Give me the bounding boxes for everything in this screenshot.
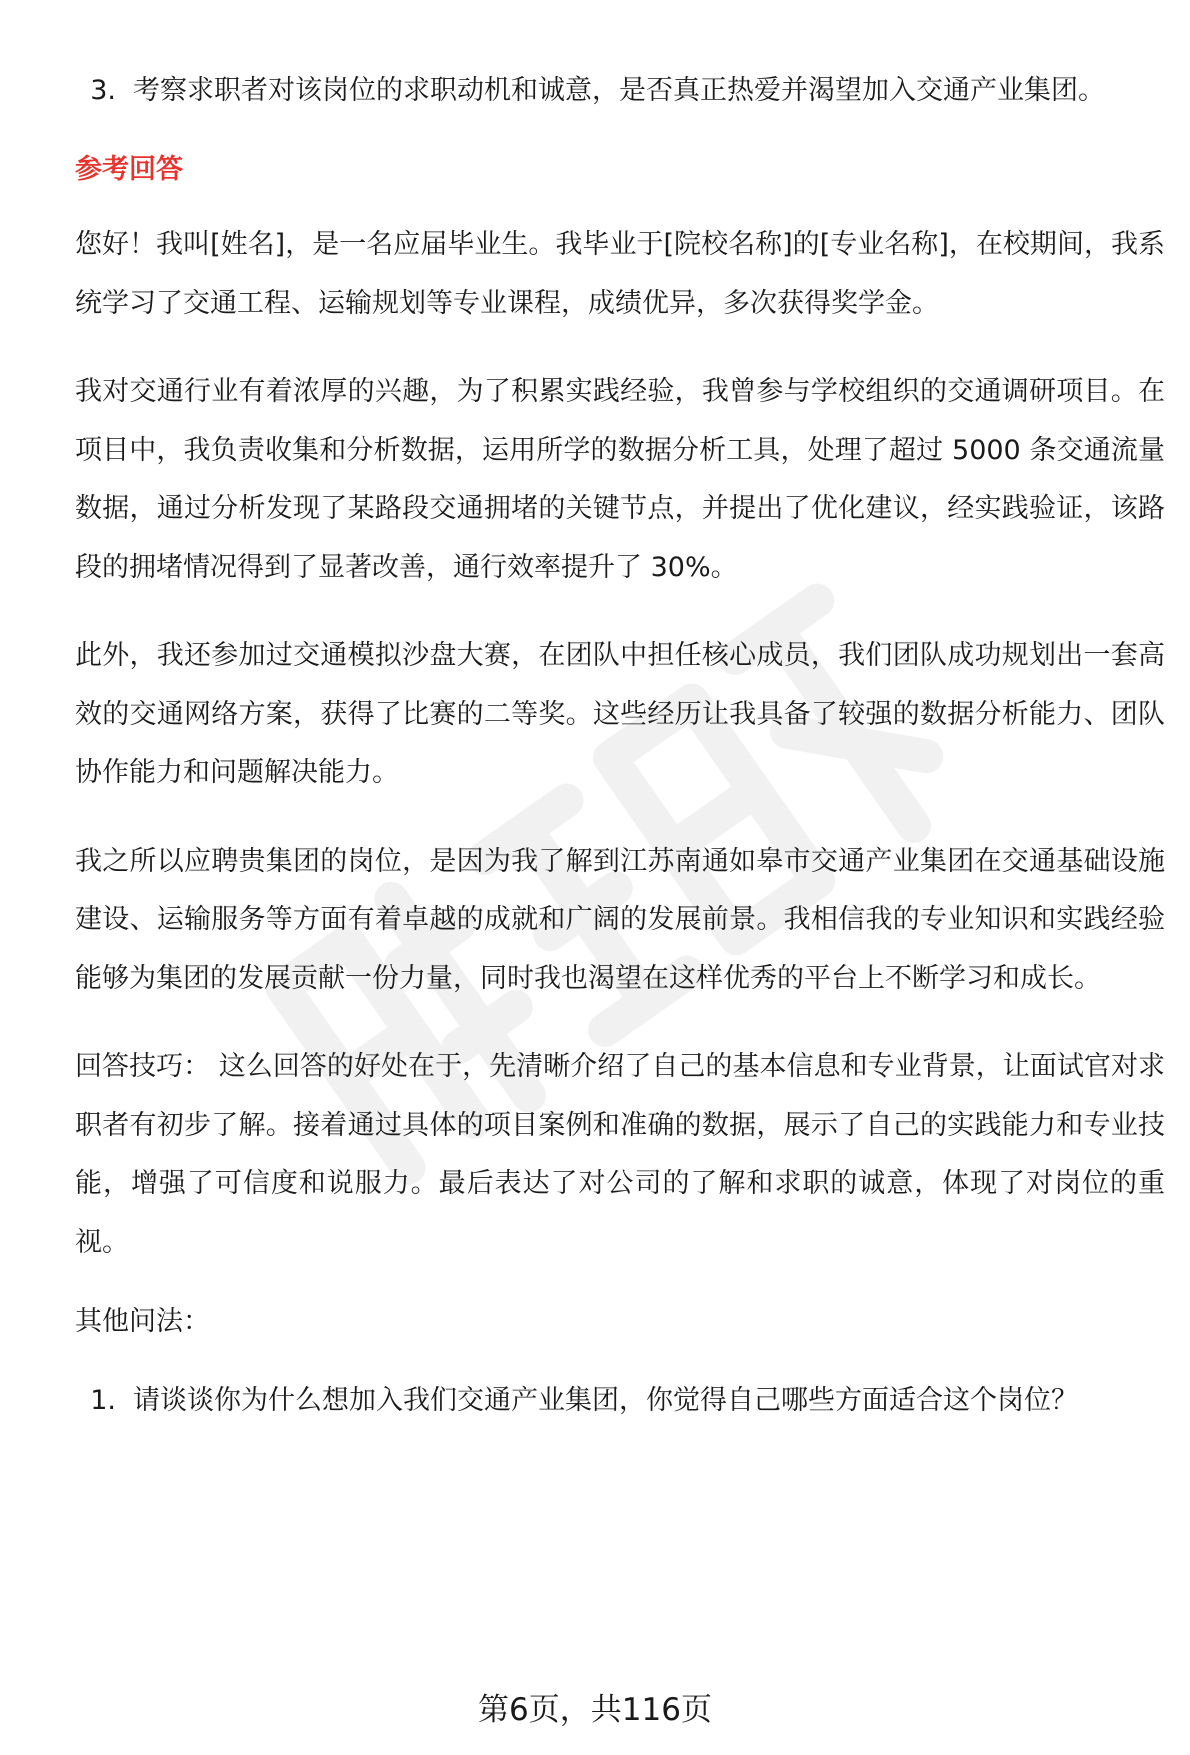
page-number-footer: 第6页，共116页 [478,1692,712,1728]
other-questions-label: 其他问法： [75,1306,210,1337]
answer-paragraph-intro: 您好！我叫[姓名]，是一名应届毕业生。我毕业于[院校名称]的[专业名称]，在校期间，我系统学习了交通工程、运输规划等专业课程，成绩优异，多次获得奖学金。 [75,229,1165,319]
answer-paragraph-competition: 此外，我还参加过交通模拟沙盘大赛，在团队中担任核心成员，我们团队成功规划出一套高效的交通网络方案，获得了比赛的二等奖。这些经历让我具备了较强的数据分析能力、团队协作能力和问题解决能力。 [75,640,1165,788]
answer-paragraph-project: 我对交通行业有着浓厚的兴趣，为了积累实践经验，我曾参与学校组织的交通调研项目。在项目中，我负责收集和分析数据，运用所学的数据分析工具，处理了超过 5000 条交通流量数据，通过分析发现了某路段交通拥堵的关键节点，并提出了优化建议，经实践验证，该路段的拥堵情况得到了显著改善，通行效率提升了 30%。 [75,376,1165,583]
answer-paragraph-motivation: 我之所以应聘贵集团的岗位，是因为我了解到江苏南通如皋市交通产业集团在交通基础设施建设、运输服务等方面有着卓越的成就和广阔的发展前景。我相信我的专业知识和实践经验能够为集团的发展贡献一份力量，同时我也渴望在这样优秀的平台上不断学习和成长。 [75,845,1165,994]
list-number: 1. [90,1385,116,1416]
list-number: 3. [90,75,116,106]
document-body [75,62,1165,1430]
reference-answer-heading: 参考回答 [75,154,183,185]
criteria-list-item [75,62,1165,120]
other-question-list-item [75,1372,1165,1430]
list-text: 请谈谈你为什么想加入我们交通产业集团，你觉得自己哪些方面适合这个岗位？ [133,1385,1078,1416]
answer-tips-paragraph: 回答技巧： 这么回答的好处在于，先清晰介绍了自己的基本信息和专业背景，让面试官对求职者有初步了解。接着通过具体的项目案例和准确的数据，展示了自己的实践能力和专业技能，增强了可信度和说服力。最后表达了对公司的了解和求职的诚意，体现了对岗位的重视。 [75,1051,1165,1258]
list-text: 考察求职者对该岗位的求职动机和诚意，是否真正热爱并渴望加入交通产业集团。 [133,75,1105,106]
